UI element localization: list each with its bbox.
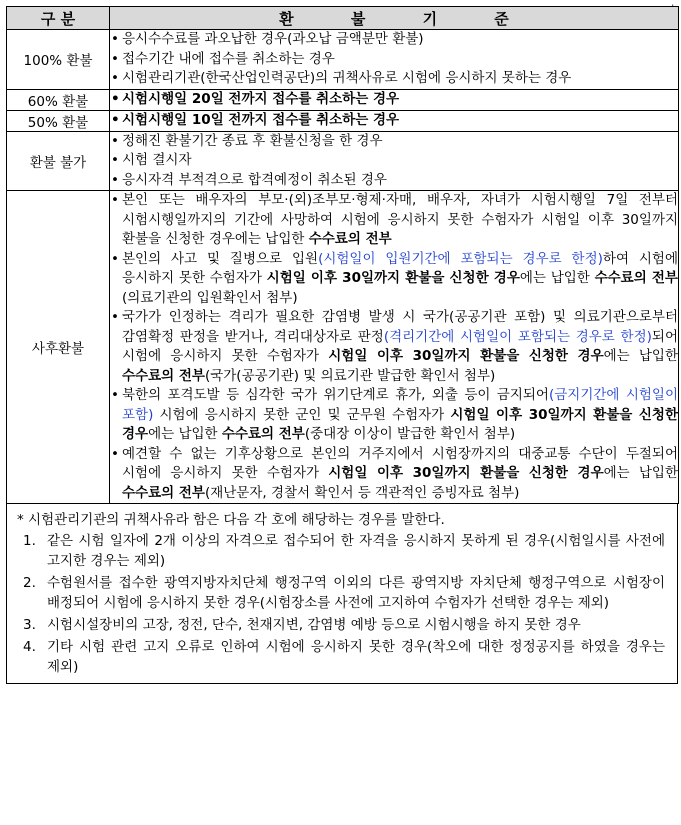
criteria-cell — [110, 89, 679, 110]
row-no-refund — [7, 131, 679, 191]
criteria-cell — [110, 131, 679, 191]
category-label: 100% 환불 — [7, 30, 110, 90]
list-item: • 시험시행일 20일 전까지 접수를 취소하는 경우 — [111, 90, 400, 107]
footnote-item: 3. 시험시설장비의 고장, 정전, 단수, 천재지변, 감염병 예방 등으로 시험시행을 하지 못한 경우 — [23, 617, 581, 633]
footnote-heading: * 시험관리기관의 귀책사유라 함은 다음 각 호에 해당하는 경우를 말한다. — [17, 512, 445, 528]
header-category: 구 분 — [7, 7, 110, 30]
list-item: • 북한의 포격도발 등 심각한 국가 위기단계로 휴가, 외출 등이 금지되어(금지기간에 시험일이 포함) 시험에 응시하지 못한 군인 및 군무원 수험자가 시험일 이후 30일까지 환불을 신청한 경우에는 납입한 수수료의 전부(중대장 이상이 발급한 확인서 첨부) — [111, 387, 678, 442]
row-50-refund — [7, 110, 679, 131]
list-item: • 접수기간 내에 접수를 취소하는 경우 — [111, 50, 335, 67]
row-post-refund — [7, 191, 679, 504]
category-label: 60% 환불 — [7, 89, 110, 110]
footnote-item: 2. 수험원서를 접수한 광역지방자치단체 행정구역 이외의 다른 광역지방 자치단체 행정구역으로 시험장이 배정되어 시험에 응시하지 못한 경우(시험장소를 사전에 고지하여 수험자가 선택한 경우는 제외) — [23, 575, 665, 611]
criteria-cell — [110, 110, 679, 131]
row-full-refund — [7, 30, 679, 90]
list-item: • 국가가 인정하는 격리가 필요한 감염병 발생 시 국가(공공기관 포함) 및 의료기관으로부터 감염확정 판정을 받거나, 격리대상자로 판정(격리기간에 시험일이 포함되는 경우로 한정)되어 시험에 응시하지 못한 수험자가 시험일 이후 30일까지 환불을 신청한 경우에는 납입한 수수료의 전부(국가(공공기관) 및 의료기관 발급한 확인서 첨부) — [111, 309, 679, 384]
category-label: 50% 환불 — [7, 110, 110, 131]
footnote-item: 4. 기타 시험 관련 고지 오류로 인하여 시험에 응시하지 못한 경우(착오에 대한 정정공지를 하였을 경우는 제외) — [23, 639, 665, 675]
refund-criteria-table — [6, 6, 679, 504]
list-item: • 시험 결시자 — [111, 152, 192, 168]
list-item: • 응시자격 부적격으로 합격예정이 취소된 경우 — [111, 171, 387, 188]
list-item: • 본인의 사고 및 질병으로 입원(시험일이 입원기간에 포함되는 경우로 한정)하여 시험에 응시하지 못한 수험자가 시험일 이후 30일까지 환불을 신청한 경우에는 납입한 수수료의 전부(의료기관의 입원확인서 첨부) — [111, 250, 679, 306]
list-item: • 본인 또는 배우자의 부모·(외)조부모·형제·자매, 배우자, 자녀가 시험시행일 7일 전부터 시험시행일까지의 기간에 사망하여 시험에 응시하지 못한 수험자가 시험일 이후 30일까지 환불을 신청한 경우에는 납입한 수수료의 전부 — [111, 192, 678, 247]
list-item: • 시험관리기관(한국산업인력공단)의 귀책사유로 시험에 응시하지 못하는 경우 — [111, 70, 572, 86]
list-item: • 응시수수료를 과오납한 경우(과오납 금액분만 환불) — [111, 31, 424, 47]
row-60-refund — [7, 89, 679, 110]
footnote-item: 1. 같은 시험 일자에 2개 이상의 자격으로 접수되어 한 자격을 응시하지 못하게 된 경우(시험일시를 사전에 고지한 경우는 제외) — [23, 533, 665, 569]
corner-mark: ' — [671, 4, 674, 14]
header-criteria: 환 불 기 준 — [110, 7, 679, 30]
list-item: • 예견할 수 없는 기후상황으로 본인의 거주지에서 시험장까지의 대중교통 수단이 두절되어 시험에 응시하지 못한 수험자가 시험일 이후 30일까지 환불을 신청한 경우에는 납입한 수수료의 전부(재난문자, 경찰서 확인서 등 객관적인 증빙자료 첨부) — [111, 445, 679, 501]
footnote-box — [6, 504, 678, 684]
list-item: • 정해진 환불기간 종료 후 환불신청을 한 경우 — [111, 132, 383, 149]
table-header-row — [7, 7, 679, 30]
criteria-cell — [110, 191, 679, 504]
category-label: 사후환불 — [7, 191, 110, 504]
list-item: • 시험시행일 10일 전까지 접수를 취소하는 경우 — [111, 111, 400, 128]
category-label: 환불 불가 — [7, 131, 110, 191]
refund-criteria-document — [6, 6, 678, 684]
criteria-cell — [110, 30, 679, 90]
